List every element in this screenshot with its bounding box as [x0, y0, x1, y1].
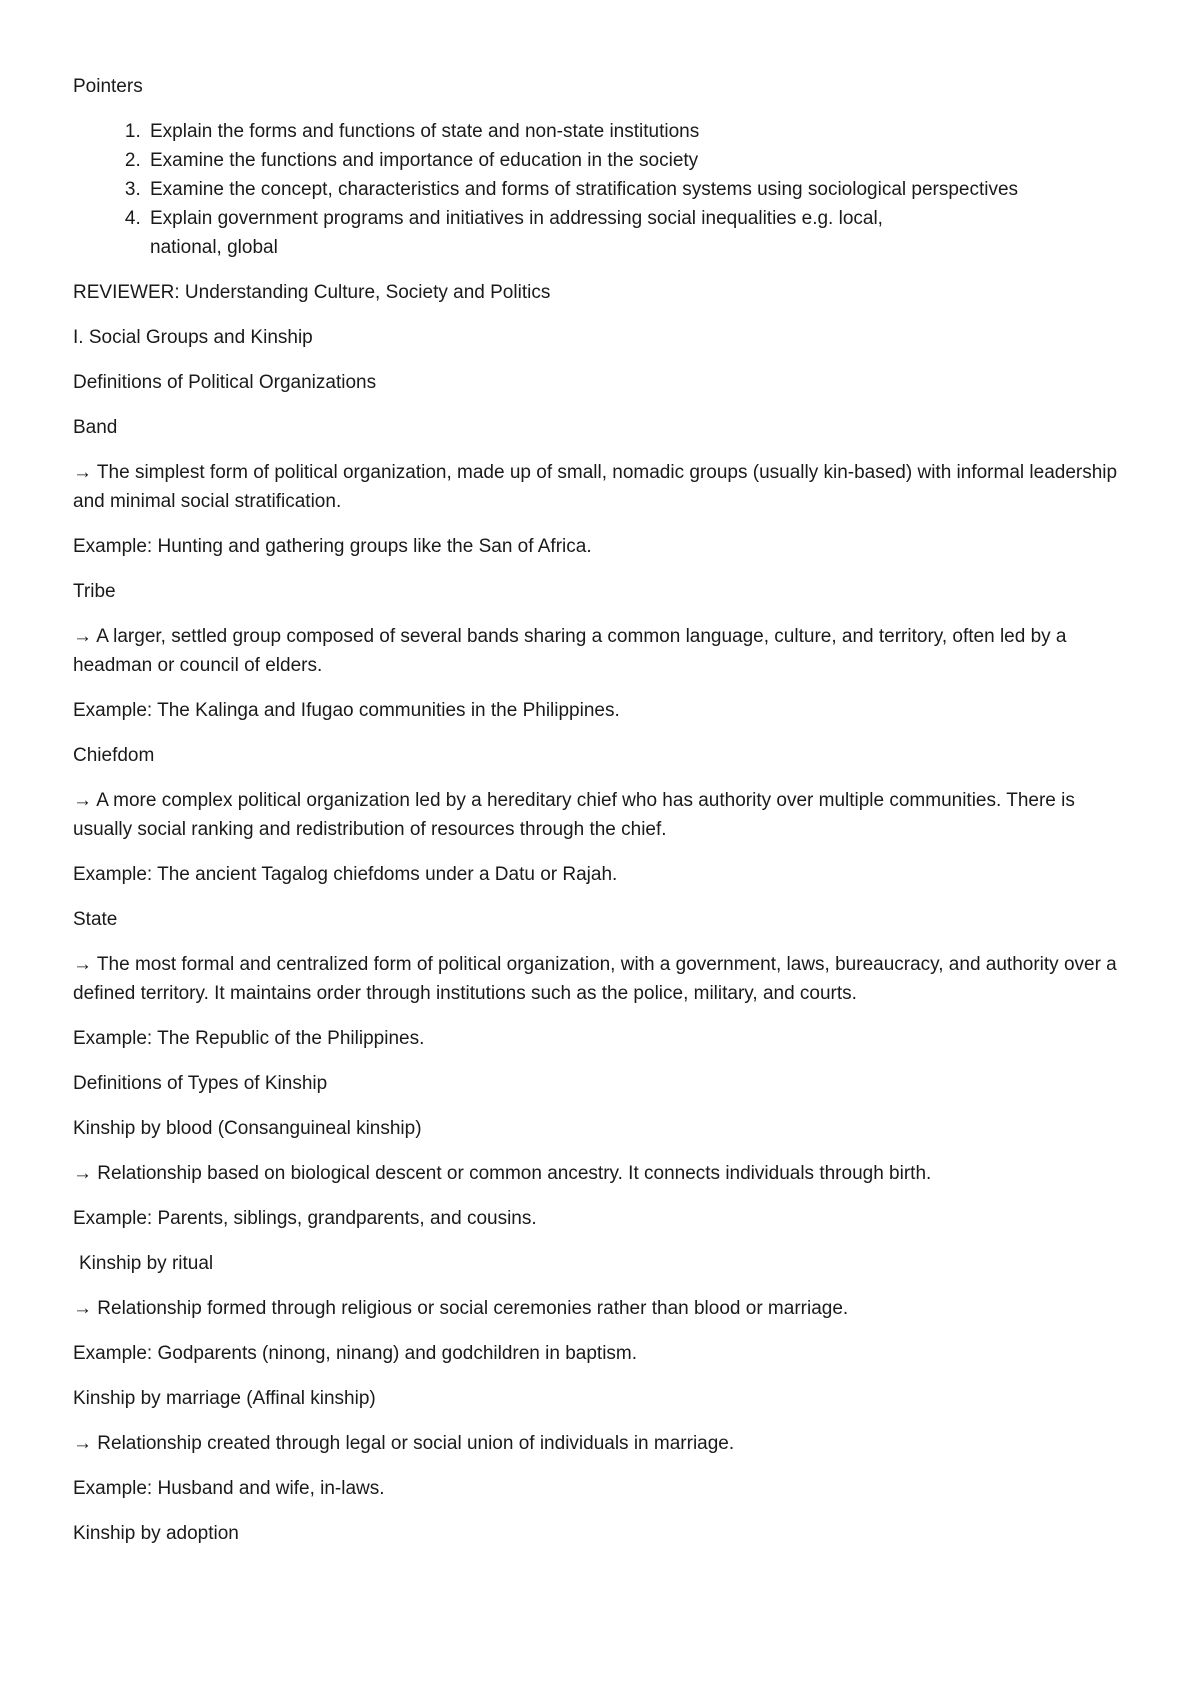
example-kinship-blood: Example: Parents, siblings, grandparents, and cousins.: [73, 1208, 537, 1229]
definition-state: → The most formal and centralized form of political organization, with a government, laws, bureaucracy, and authority over a defined territory. It maintains order through institutions such as the police, military, and courts.: [73, 954, 1117, 1004]
example-chiefdom: Example: The ancient Tagalog chiefdoms under a Datu or Rajah.: [73, 864, 618, 885]
pointer-item: 3. Examine the concept, characteristics and forms of stratification systems using sociological perspectives: [146, 175, 1133, 204]
example-state: Example: The Republic of the Philippines.: [73, 1028, 425, 1049]
reviewer-title: REVIEWER: Understanding Culture, Society and Politics: [73, 282, 551, 303]
pointer-item-line1: Explain government programs and initiatives in addressing social inequalities e.g. local,: [150, 208, 883, 229]
definition-chiefdom: → A more complex political organization led by a hereditary chief who has authority over multiple communities. There is usually social ranking and redistribution of resources through the chief.: [73, 790, 1075, 840]
definition-kinship-blood: → Relationship based on biological descent or common ancestry. It connects individuals through birth.: [73, 1163, 932, 1184]
term-kinship-ritual: Kinship by ritual: [79, 1253, 214, 1274]
term-state: State: [73, 909, 118, 930]
political-org-heading: Definitions of Political Organizations: [73, 372, 377, 393]
section-heading: I. Social Groups and Kinship: [73, 327, 313, 348]
term-chiefdom: Chiefdom: [73, 745, 155, 766]
kinship-heading: Definitions of Types of Kinship: [73, 1073, 328, 1094]
example-kinship-ritual: Example: Godparents (ninong, ninang) and godchildren in baptism.: [73, 1343, 638, 1364]
term-tribe: Tribe: [73, 581, 116, 602]
pointer-item-line2: national, global: [150, 237, 278, 258]
pointers-list: [73, 117, 1133, 262]
definition-tribe: → A larger, settled group composed of several bands sharing a common language, culture, and territory, often led by a headman or council of elders.: [73, 626, 1067, 676]
definition-kinship-ritual: → Relationship formed through religious or social ceremonies rather than blood or marriage.: [73, 1298, 849, 1319]
pointer-item: 2. Examine the functions and importance of education in the society: [146, 146, 1133, 175]
example-band: Example: Hunting and gathering groups like the San of Africa.: [73, 536, 592, 557]
definition-band: → The simplest form of political organization, made up of small, nomadic groups (usually kin-based) with informal leadership and minimal social stratification.: [73, 462, 1118, 512]
example-kinship-marriage: Example: Husband and wife, in-laws.: [73, 1478, 385, 1499]
term-kinship-blood: Kinship by blood (Consanguineal kinship): [73, 1118, 422, 1139]
term-kinship-adoption: Kinship by adoption: [73, 1523, 239, 1544]
term-kinship-marriage: Kinship by marriage (Affinal kinship): [73, 1388, 376, 1409]
definition-kinship-marriage: → Relationship created through legal or social union of individuals in marriage.: [73, 1433, 735, 1454]
pointer-item: 1. Explain the forms and functions of state and non-state institutions: [146, 117, 1133, 146]
document-page: [73, 72, 1133, 1564]
example-tribe: Example: The Kalinga and Ifugao communities in the Philippines.: [73, 700, 620, 721]
term-band: Band: [73, 417, 118, 438]
pointer-item: [146, 204, 1133, 262]
pointers-heading: Pointers: [73, 76, 143, 97]
